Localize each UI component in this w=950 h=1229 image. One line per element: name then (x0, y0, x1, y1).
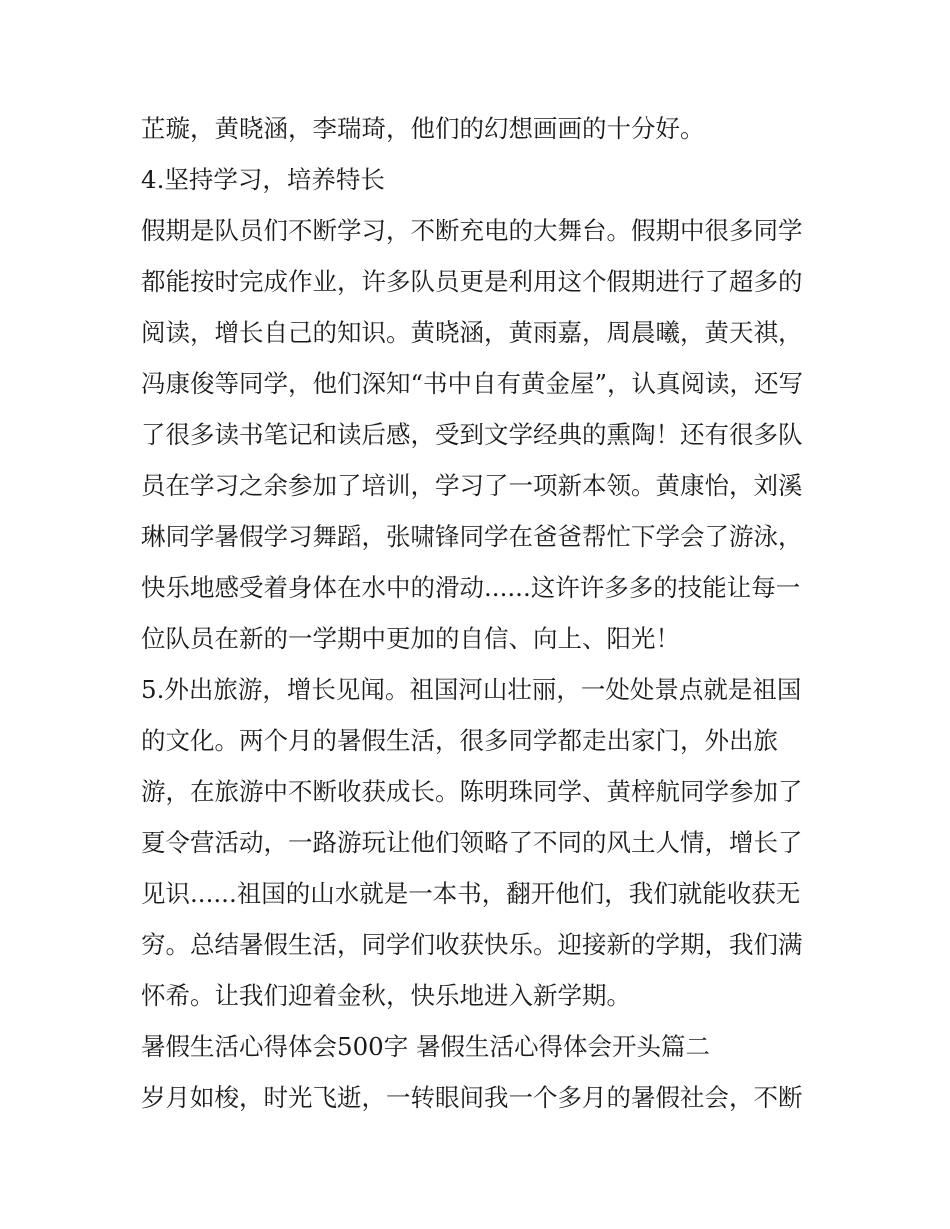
text-line: 夏令营活动，一路游玩让他们领略了不同的风土人情，增长了 (141, 828, 803, 857)
article-title: 暑假生活心得体会500字 暑假生活心得体会开头篇二 (141, 1032, 711, 1061)
section-heading: 5.外出旅游，增长见闻。祖国河山壮丽，一处处景点就是祖国 (141, 675, 802, 704)
text-line: 冯康俊等同学，他们深知“书中自有黄金屋”，认真阅读，还写 (141, 369, 804, 398)
text-line: 阅读，增长自己的知识。黄晓涵，黄雨嘉，周晨曦，黄天祺， (141, 318, 803, 347)
text-line: 穷。总结暑假生活，同学们收获快乐。迎接新的学期，我们满 (141, 930, 803, 959)
text-line: 岁月如梭，时光飞逝，一转眼间我一个多月的暑假社会，不断 (141, 1083, 803, 1112)
text-line: 都能按时完成作业，许多队员更是利用这个假期进行了超多的 (141, 267, 803, 296)
text-line: 琳同学暑假学习舞蹈，张啸锋同学在爸爸帮忙下学会了游泳， (141, 522, 803, 551)
text-line: 游，在旅游中不断收获成长。陈明珠同学、黄梓航同学参加了 (141, 777, 803, 806)
section-heading: 4.坚持学习，培养特长 (141, 165, 385, 194)
text-line: 的文化。两个月的暑假生活，很多同学都走出家门，外出旅 (141, 726, 778, 755)
text-line: 见识......祖国的山水就是一本书，翻开他们，我们就能收获无 (141, 879, 801, 908)
text-line: 芷璇，黄晓涵，李瑞琦，他们的幻想画画的十分好。 (141, 114, 705, 143)
text-line: 员在学习之余参加了培训，学习了一项新本领。黄康怡，刘溪 (141, 471, 803, 500)
text-line: 快乐地感受着身体在水中的滑动......这许许多多的技能让每一 (141, 573, 801, 602)
text-line: 位队员在新的一学期中更加的自信、向上、阳光！ (141, 624, 680, 653)
text-line: 假期是队员们不断学习，不断充电的大舞台。假期中很多同学 (141, 216, 803, 245)
text-line: 了很多读书笔记和读后感，受到文学经典的熏陶！还有很多队 (141, 420, 803, 449)
text-line: 怀希。让我们迎着金秋，快乐地进入新学期。 (141, 981, 631, 1010)
